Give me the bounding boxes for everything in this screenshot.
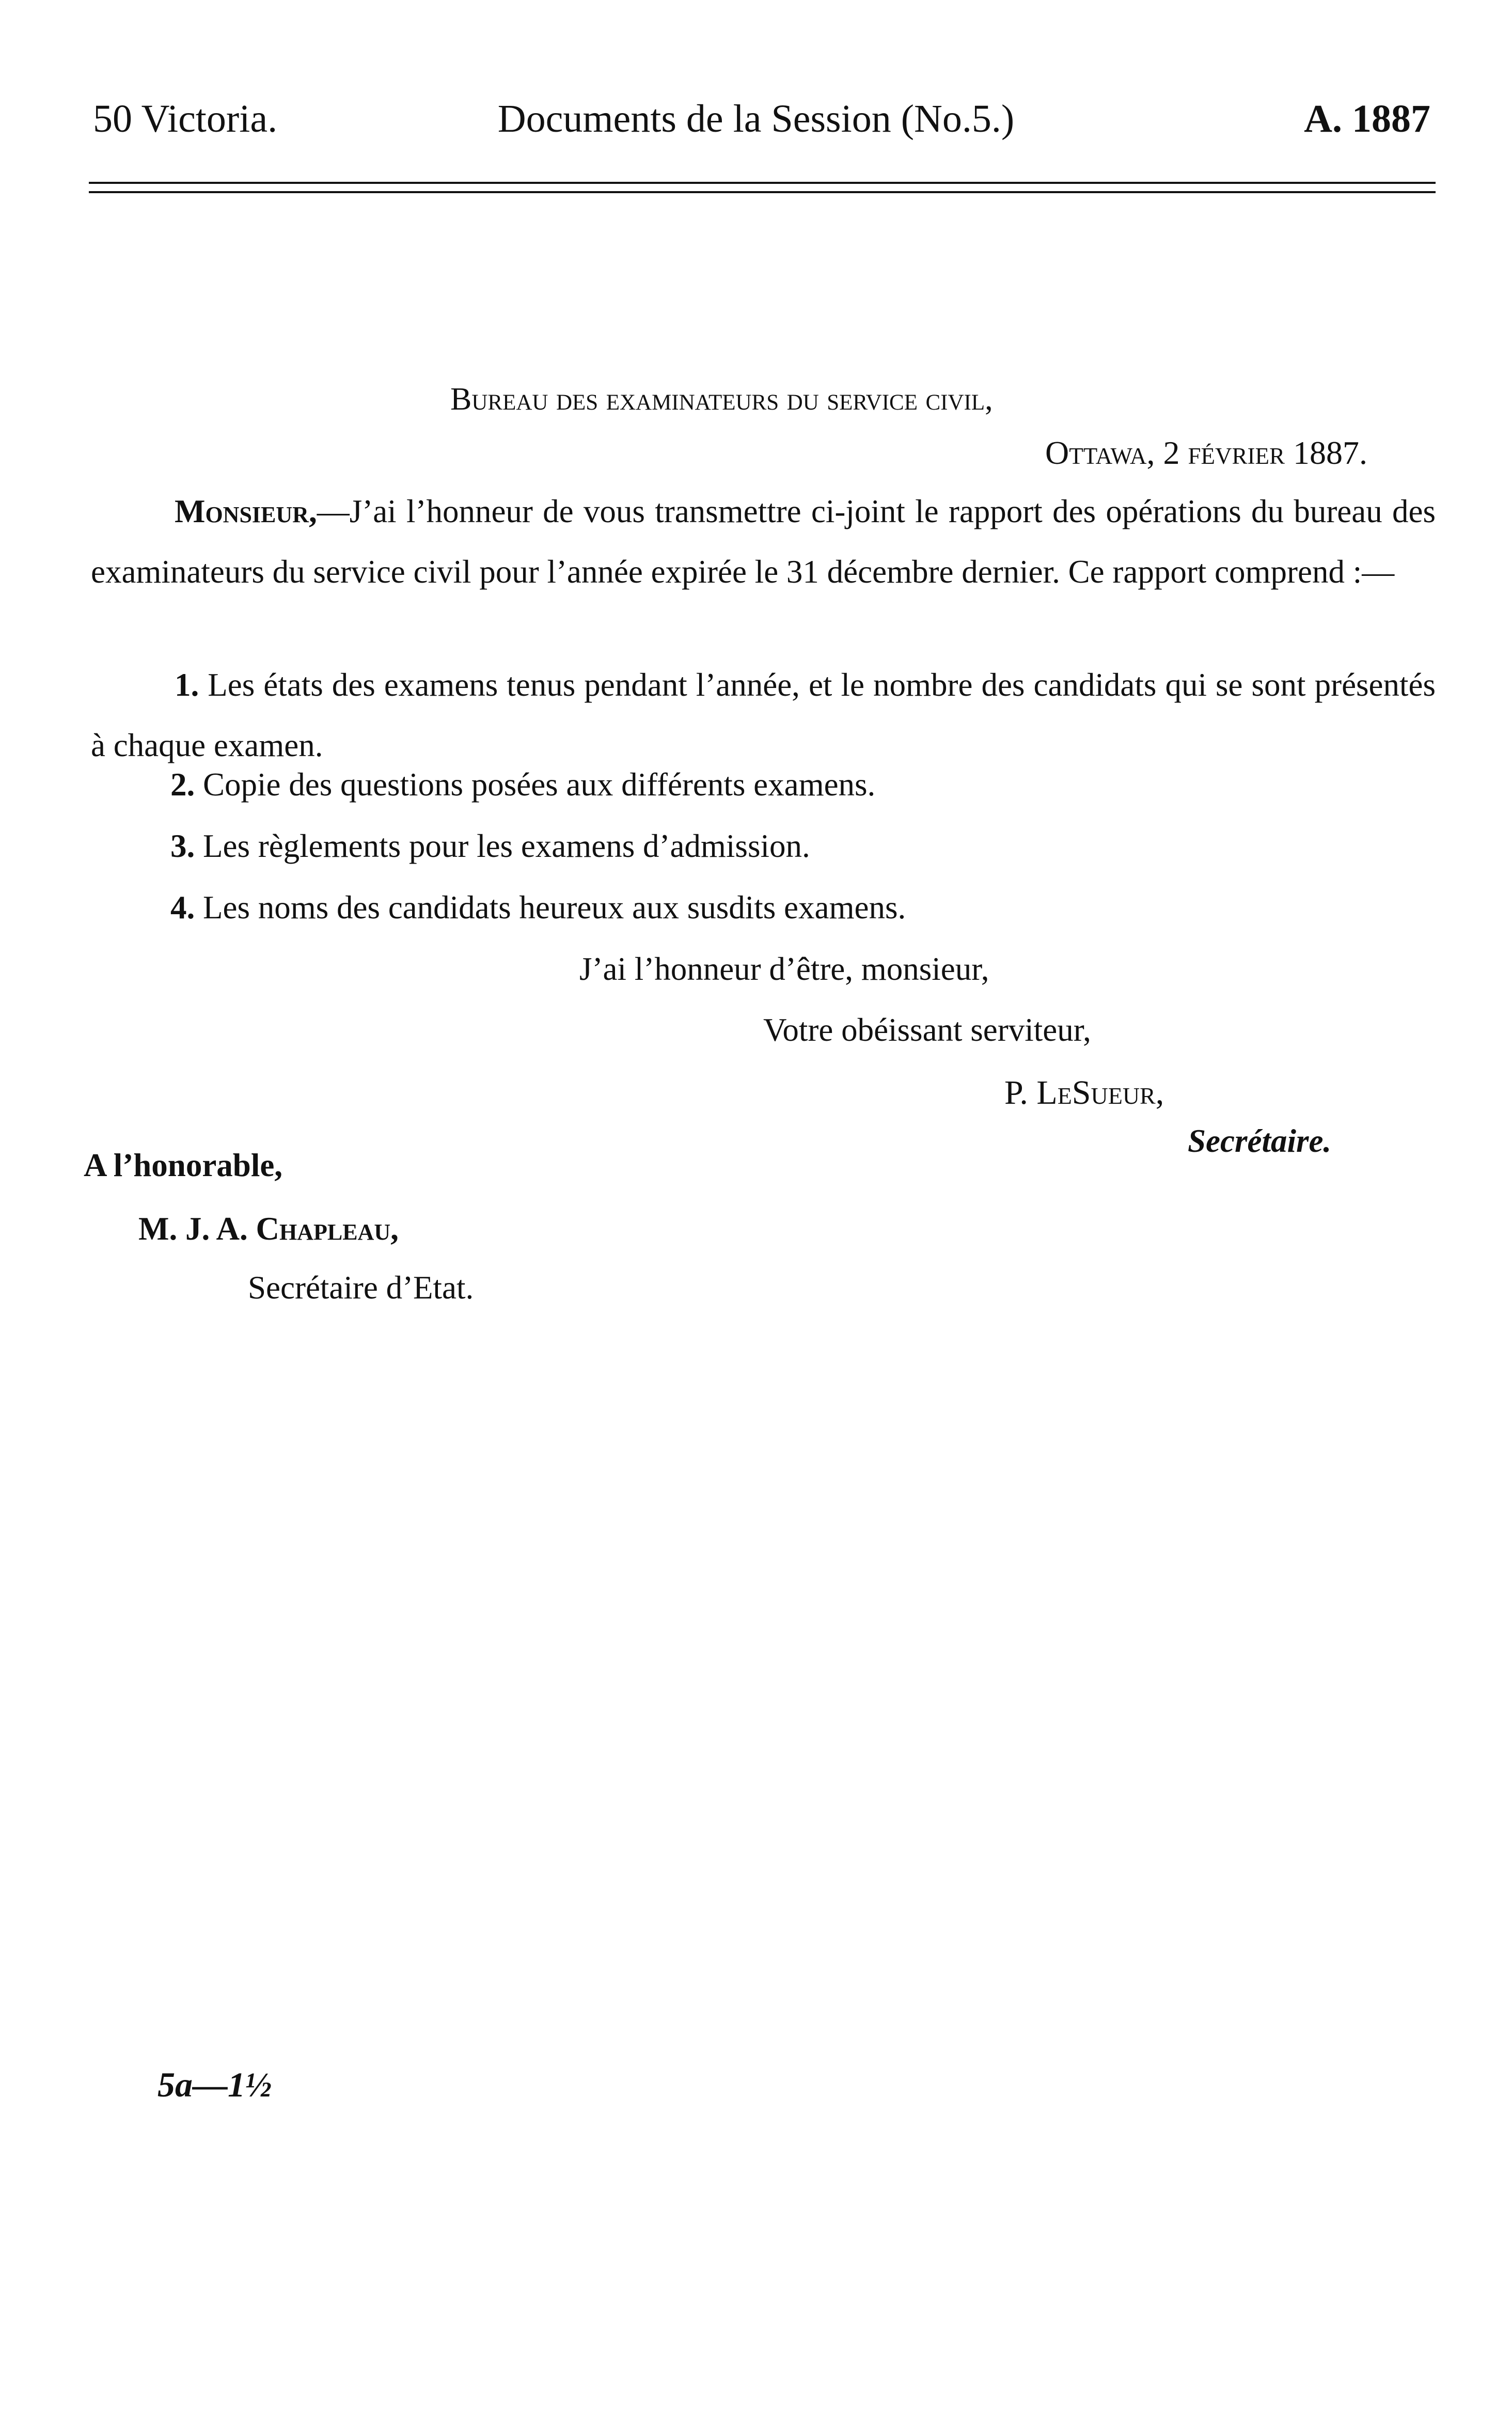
header-session-year: 50 Victoria.	[93, 97, 278, 140]
list-item-text: Copie des questions posées aux différents examens.	[203, 766, 876, 803]
addressee-name: M. J. A. Chapleau,	[138, 1211, 399, 1247]
header-series: A. 1887	[1304, 97, 1430, 140]
list-item-text: Les noms des candidats heureux aux susdits examens.	[203, 889, 906, 926]
addressee-line-1	[84, 1149, 282, 1182]
place-date	[1045, 436, 1367, 470]
salutation: Monsieur,	[175, 493, 317, 529]
header-document-title: Documents de la Session (No.5.)	[497, 97, 1015, 140]
header-double-rule	[89, 182, 1436, 193]
addressee-honorific: A l’honorable,	[84, 1147, 283, 1183]
list-item-text: Les règlements pour les examens d’admission.	[203, 828, 810, 864]
signature-mark	[158, 2067, 272, 2102]
list-item-number: 3.	[170, 828, 195, 864]
place-date-text: Ottawa, 2 février 1887.	[1045, 434, 1367, 471]
closing-line-1: J’ai l’honneur d’être, monsieur,	[579, 951, 989, 987]
intro-text: —J’ai l’honneur de vous transmettre ci-joint le rapport des opérations du bureau des examinateurs du service civil pour l’année expirée le 31 décembre dernier. Ce rapport comprend :—	[91, 493, 1436, 590]
signature-title: Secrétaire.	[1188, 1123, 1332, 1159]
signature: P. LeSueur,	[1004, 1074, 1164, 1112]
list-item	[91, 655, 1436, 776]
intro-paragraph	[91, 481, 1436, 602]
closing-line-2: Votre obéissant serviteur,	[763, 1012, 1091, 1048]
office-name: Bureau des examinateurs du service civil,	[450, 382, 993, 417]
list-item-number: 4.	[170, 889, 195, 926]
list-item	[170, 891, 906, 924]
list-item-number: 2.	[170, 766, 195, 803]
list-item-text: Les états des examens tenus pendant l’année, et le nombre des candidats qui se sont présentés à chaque examen.	[91, 667, 1436, 763]
signature-mark-text: 5a—1½	[158, 2065, 272, 2104]
list-item	[170, 830, 810, 863]
list-item-number: 1.	[175, 667, 199, 703]
list-item	[170, 766, 876, 803]
addressee-title: Secrétaire d’Etat.	[248, 1270, 474, 1306]
